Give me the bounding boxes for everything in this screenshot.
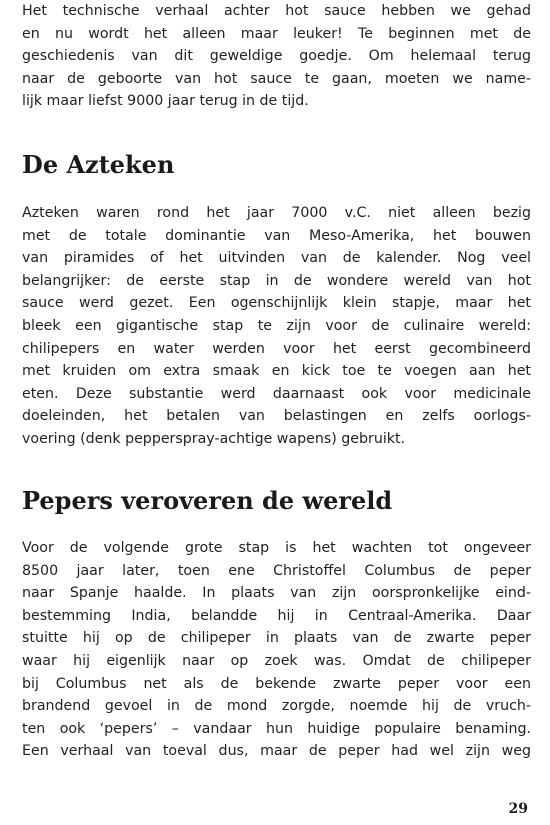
text-line: waar hij eigenlijk naar op zoek was. Omdat de chilipeper xyxy=(22,652,531,669)
text-line: eten. Deze substantie werd daarnaast ook voor medicinale xyxy=(22,385,531,402)
text-line: Azteken waren rond het jaar 7000 v.C. niet alleen bezig xyxy=(22,205,531,221)
text-line: bij Columbus net als de bekende zwarte peper voor een xyxy=(22,675,531,692)
text-line: stuitte hij op de chilipeper in plaats van de zwarte peper xyxy=(22,630,531,647)
text-line: bestemming India, belandde hij in Centraal-Amerika. Daar xyxy=(22,607,531,624)
text-line: en nu wordt het alleen maar leuker! Te beginnen met de xyxy=(22,25,531,42)
text-line: belangrijker: de eerste stap in de wondere wereld van hot xyxy=(22,272,531,289)
text-line: doeleinden, het betalen van belastingen en zelfs oorlogs- xyxy=(22,408,531,425)
pepers-paragraph xyxy=(22,537,531,763)
text-line: Het technische verhaal achter hot sauce hebben we gehad xyxy=(22,3,531,19)
intro-paragraph xyxy=(22,0,531,113)
text-line: bleek een gigantische stap te zijn voor de culinaire wereld: xyxy=(22,317,531,334)
text-line: Een verhaal van toeval dus, maar de peper had wel zijn weg xyxy=(22,743,531,760)
text-line: 8500 jaar later, toen ene Christoffel Columbus de peper xyxy=(22,562,531,579)
text-line: sauce werd gezet. Een ogenschijnlijk klein stapje, maar het xyxy=(22,295,531,312)
text-line: brandend gevoel in de mond zorgde, noemde hij de vruch- xyxy=(22,698,531,715)
text-line: met de totale dominantie van Meso-Amerika, het bouwen xyxy=(22,227,531,244)
section-heading-pepers: Pepers veroveren de wereld xyxy=(22,486,393,515)
page-number: 29 xyxy=(508,801,528,817)
text-line: chilipepers en water werden voor het eerst gecombineerd xyxy=(22,340,531,357)
text-line: voering (denk pepperspray-achtige wapens) gebruikt. xyxy=(22,430,406,447)
text-line: Voor de volgende grote stap is het wachten tot ongeveer xyxy=(22,540,531,556)
text-line: lijk maar liefst 9000 jaar terug in de tijd. xyxy=(22,93,309,110)
text-line: naar de geboorte van hot sauce te gaan, moeten we name- xyxy=(22,70,531,87)
section-heading-azteken: De Azteken xyxy=(22,150,175,179)
text-line: ten ook ‘pepers’ – vandaar hun huidige populaire benaming. xyxy=(22,720,531,737)
azteken-paragraph xyxy=(22,202,531,451)
text-line: van piramides of het uitvinden van de kalender. Nog veel xyxy=(22,250,531,267)
text-line: met kruiden om extra smaak en kick toe te voegen aan het xyxy=(22,363,531,380)
text-line: geschiedenis van dit geweldige goedje. Om helemaal terug xyxy=(22,48,531,65)
text-line: naar Spanje haalde. In plaats van zijn oorspronkelijke eind- xyxy=(22,585,531,602)
